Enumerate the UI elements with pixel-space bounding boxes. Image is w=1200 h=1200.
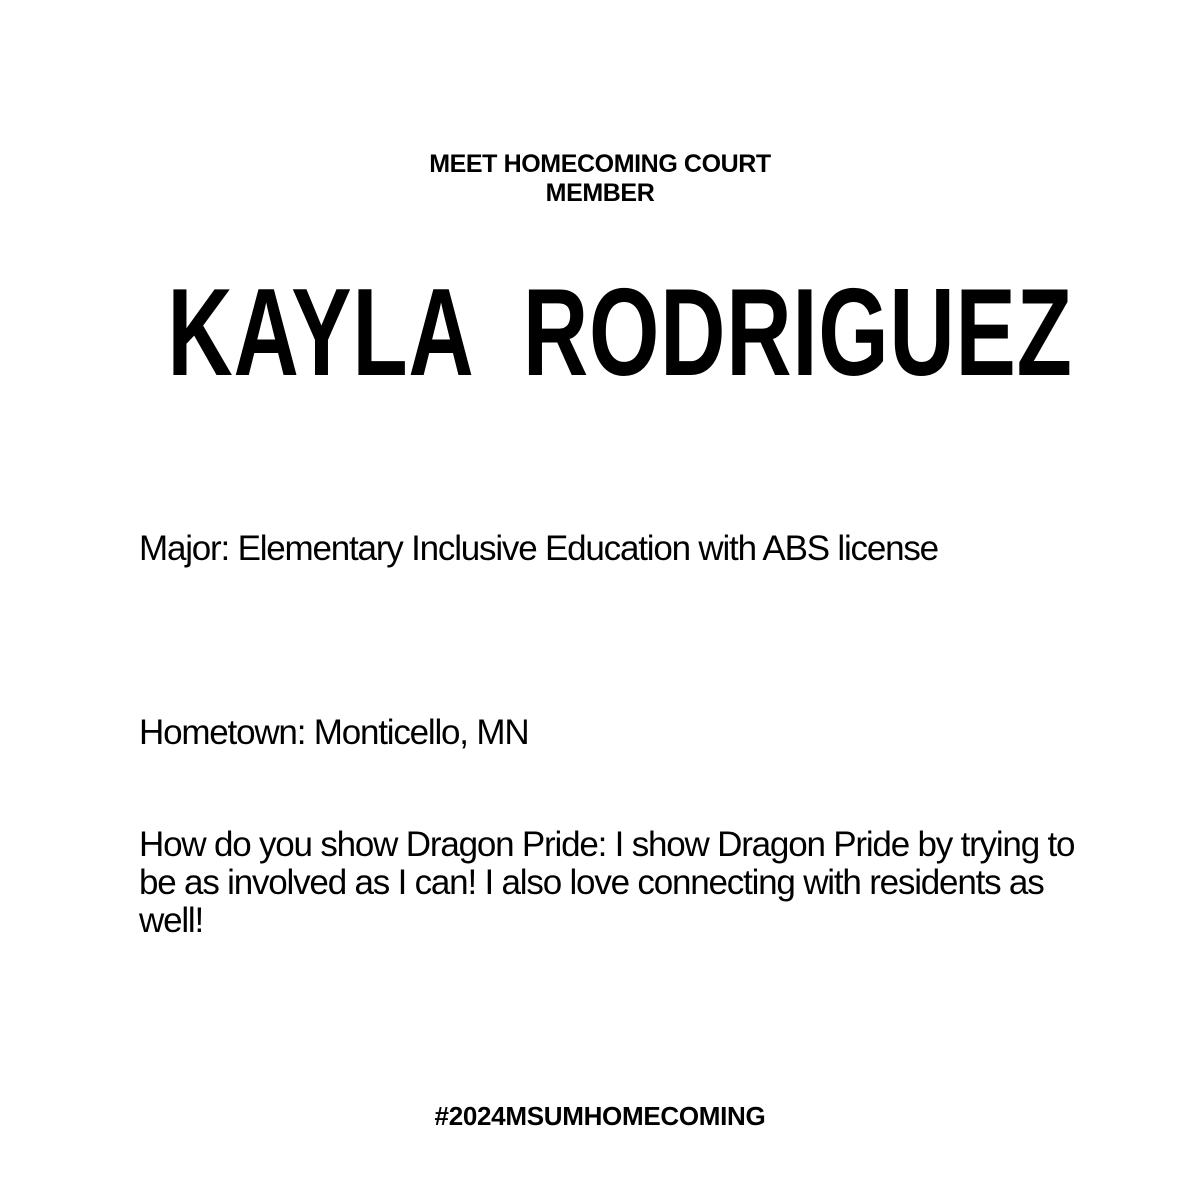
- kicker-line-1: MEET HOMECOMING COURT: [429, 150, 771, 178]
- hashtag: #2024MSUMHOMECOMING: [434, 1101, 766, 1131]
- member-name: KAYLA RODRIGUEZ: [167, 264, 1073, 402]
- kicker-heading: [0, 150, 1200, 208]
- hometown-field: Hometown: Monticello, MN: [139, 713, 529, 752]
- dragon-pride-field: How do you show Dragon Pride: I show Dragon Pride by trying to be as involved as I can! I also love connecting with residents as well!: [139, 825, 1075, 940]
- kicker-line-2: MEMBER: [545, 179, 655, 207]
- major-field: Major: Elementary Inclusive Education with ABS license: [139, 529, 938, 568]
- member-name-heading: [0, 258, 1200, 408]
